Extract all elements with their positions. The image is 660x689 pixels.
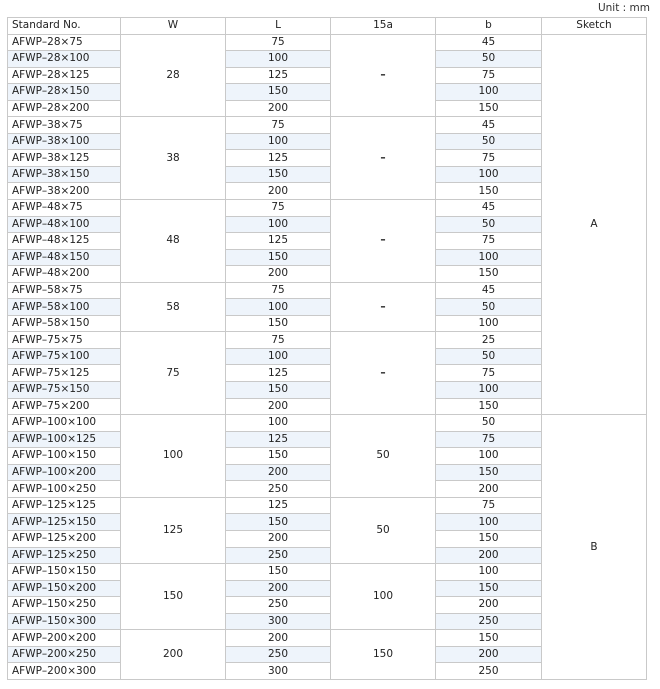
b-cell: 100 [436,564,542,581]
a15-cell: – [331,34,436,117]
l-cell: 100 [226,299,331,316]
header-standard-no: Standard No. [8,18,121,35]
l-cell: 75 [226,200,331,217]
b-cell: 150 [436,183,542,200]
header-l: L [226,18,331,35]
l-cell: 250 [226,646,331,663]
standard-no-cell: AFWP–100×125 [8,431,121,448]
b-cell: 250 [436,613,542,630]
b-cell: 200 [436,547,542,564]
table-body [8,34,647,679]
l-cell: 250 [226,481,331,498]
w-cell: 58 [121,282,226,332]
specification-table [7,17,647,680]
b-cell: 75 [436,233,542,250]
l-cell: 75 [226,34,331,51]
w-cell: 38 [121,117,226,200]
a15-cell: – [331,117,436,200]
standard-no-cell: AFWP–200×250 [8,646,121,663]
unit-label: Unit : mm [597,2,650,14]
b-cell: 75 [436,431,542,448]
standard-no-cell: AFWP–150×250 [8,597,121,614]
a15-cell: – [331,332,436,415]
l-cell: 250 [226,597,331,614]
b-cell: 45 [436,200,542,217]
b-cell: 250 [436,663,542,680]
standard-no-cell: AFWP–125×150 [8,514,121,531]
standard-no-cell: AFWP–28×200 [8,100,121,117]
b-cell: 45 [436,282,542,299]
b-cell: 75 [436,497,542,514]
b-cell: 100 [436,249,542,266]
b-cell: 100 [436,514,542,531]
a15-cell: – [331,200,436,283]
standard-no-cell: AFWP–200×300 [8,663,121,680]
b-cell: 100 [436,448,542,465]
standard-no-cell: AFWP–28×75 [8,34,121,51]
standard-no-cell: AFWP–200×200 [8,630,121,647]
l-cell: 200 [226,183,331,200]
standard-no-cell: AFWP–48×150 [8,249,121,266]
l-cell: 200 [226,464,331,481]
standard-no-cell: AFWP–75×150 [8,382,121,399]
l-cell: 150 [226,448,331,465]
l-cell: 75 [226,117,331,134]
standard-no-cell: AFWP–125×125 [8,497,121,514]
b-cell: 100 [436,315,542,332]
w-cell: 75 [121,332,226,415]
sketch-cell: A [542,34,647,415]
b-cell: 200 [436,597,542,614]
standard-no-cell: AFWP–100×250 [8,481,121,498]
l-cell: 200 [226,398,331,415]
l-cell: 100 [226,415,331,432]
l-cell: 100 [226,348,331,365]
l-cell: 125 [226,431,331,448]
w-cell: 48 [121,200,226,283]
standard-no-cell: AFWP–100×100 [8,415,121,432]
standard-no-cell: AFWP–48×200 [8,266,121,283]
standard-no-cell: AFWP–48×100 [8,216,121,233]
standard-no-cell: AFWP–38×200 [8,183,121,200]
standard-no-cell: AFWP–28×150 [8,84,121,101]
l-cell: 150 [226,315,331,332]
l-cell: 75 [226,332,331,349]
standard-no-cell: AFWP–150×300 [8,613,121,630]
standard-no-cell: AFWP–28×100 [8,51,121,68]
w-cell: 125 [121,497,226,563]
b-cell: 150 [436,464,542,481]
b-cell: 50 [436,348,542,365]
l-cell: 300 [226,613,331,630]
a15-cell: 50 [331,415,436,498]
l-cell: 250 [226,547,331,564]
l-cell: 200 [226,266,331,283]
standard-no-cell: AFWP–38×125 [8,150,121,167]
table-row [8,415,647,432]
l-cell: 150 [226,564,331,581]
l-cell: 125 [226,365,331,382]
b-cell: 50 [436,415,542,432]
standard-no-cell: AFWP–75×125 [8,365,121,382]
l-cell: 75 [226,282,331,299]
sketch-cell: B [542,415,647,680]
b-cell: 150 [436,530,542,547]
standard-no-cell: AFWP–100×200 [8,464,121,481]
l-cell: 100 [226,51,331,68]
b-cell: 75 [436,67,542,84]
b-cell: 50 [436,51,542,68]
l-cell: 150 [226,84,331,101]
b-cell: 150 [436,580,542,597]
l-cell: 200 [226,630,331,647]
standard-no-cell: AFWP–75×100 [8,348,121,365]
b-cell: 150 [436,100,542,117]
standard-no-cell: AFWP–48×75 [8,200,121,217]
standard-no-cell: AFWP–38×75 [8,117,121,134]
b-cell: 50 [436,133,542,150]
header-w: W [121,18,226,35]
w-cell: 200 [121,630,226,680]
b-cell: 50 [436,216,542,233]
standard-no-cell: AFWP–58×150 [8,315,121,332]
l-cell: 200 [226,580,331,597]
a15-cell: 50 [331,497,436,563]
header-15a: 15a [331,18,436,35]
w-cell: 150 [121,564,226,630]
a15-cell: 150 [331,630,436,680]
standard-no-cell: AFWP–38×150 [8,166,121,183]
l-cell: 300 [226,663,331,680]
a15-cell: – [331,282,436,332]
standard-no-cell: AFWP–48×125 [8,233,121,250]
standard-no-cell: AFWP–58×100 [8,299,121,316]
b-cell: 150 [436,630,542,647]
b-cell: 100 [436,382,542,399]
l-cell: 150 [226,249,331,266]
table-row [8,34,647,51]
b-cell: 200 [436,481,542,498]
l-cell: 125 [226,67,331,84]
b-cell: 150 [436,266,542,283]
standard-no-cell: AFWP–150×150 [8,564,121,581]
standard-no-cell: AFWP–150×200 [8,580,121,597]
header-sketch: Sketch [542,18,647,35]
l-cell: 125 [226,497,331,514]
b-cell: 100 [436,166,542,183]
b-cell: 200 [436,646,542,663]
w-cell: 28 [121,34,226,117]
header-row [8,18,647,35]
standard-no-cell: AFWP–28×125 [8,67,121,84]
b-cell: 45 [436,117,542,134]
b-cell: 45 [436,34,542,51]
b-cell: 75 [436,365,542,382]
w-cell: 100 [121,415,226,498]
a15-cell: 100 [331,564,436,630]
b-cell: 100 [436,84,542,101]
l-cell: 100 [226,216,331,233]
l-cell: 150 [226,166,331,183]
l-cell: 200 [226,100,331,117]
standard-no-cell: AFWP–75×75 [8,332,121,349]
standard-no-cell: AFWP–125×250 [8,547,121,564]
standard-no-cell: AFWP–58×75 [8,282,121,299]
standard-no-cell: AFWP–100×150 [8,448,121,465]
l-cell: 125 [226,150,331,167]
b-cell: 150 [436,398,542,415]
standard-no-cell: AFWP–38×100 [8,133,121,150]
l-cell: 200 [226,530,331,547]
l-cell: 125 [226,233,331,250]
b-cell: 50 [436,299,542,316]
header-b: b [436,18,542,35]
l-cell: 150 [226,514,331,531]
b-cell: 25 [436,332,542,349]
l-cell: 100 [226,133,331,150]
b-cell: 75 [436,150,542,167]
standard-no-cell: AFWP–75×200 [8,398,121,415]
l-cell: 150 [226,382,331,399]
standard-no-cell: AFWP–125×200 [8,530,121,547]
